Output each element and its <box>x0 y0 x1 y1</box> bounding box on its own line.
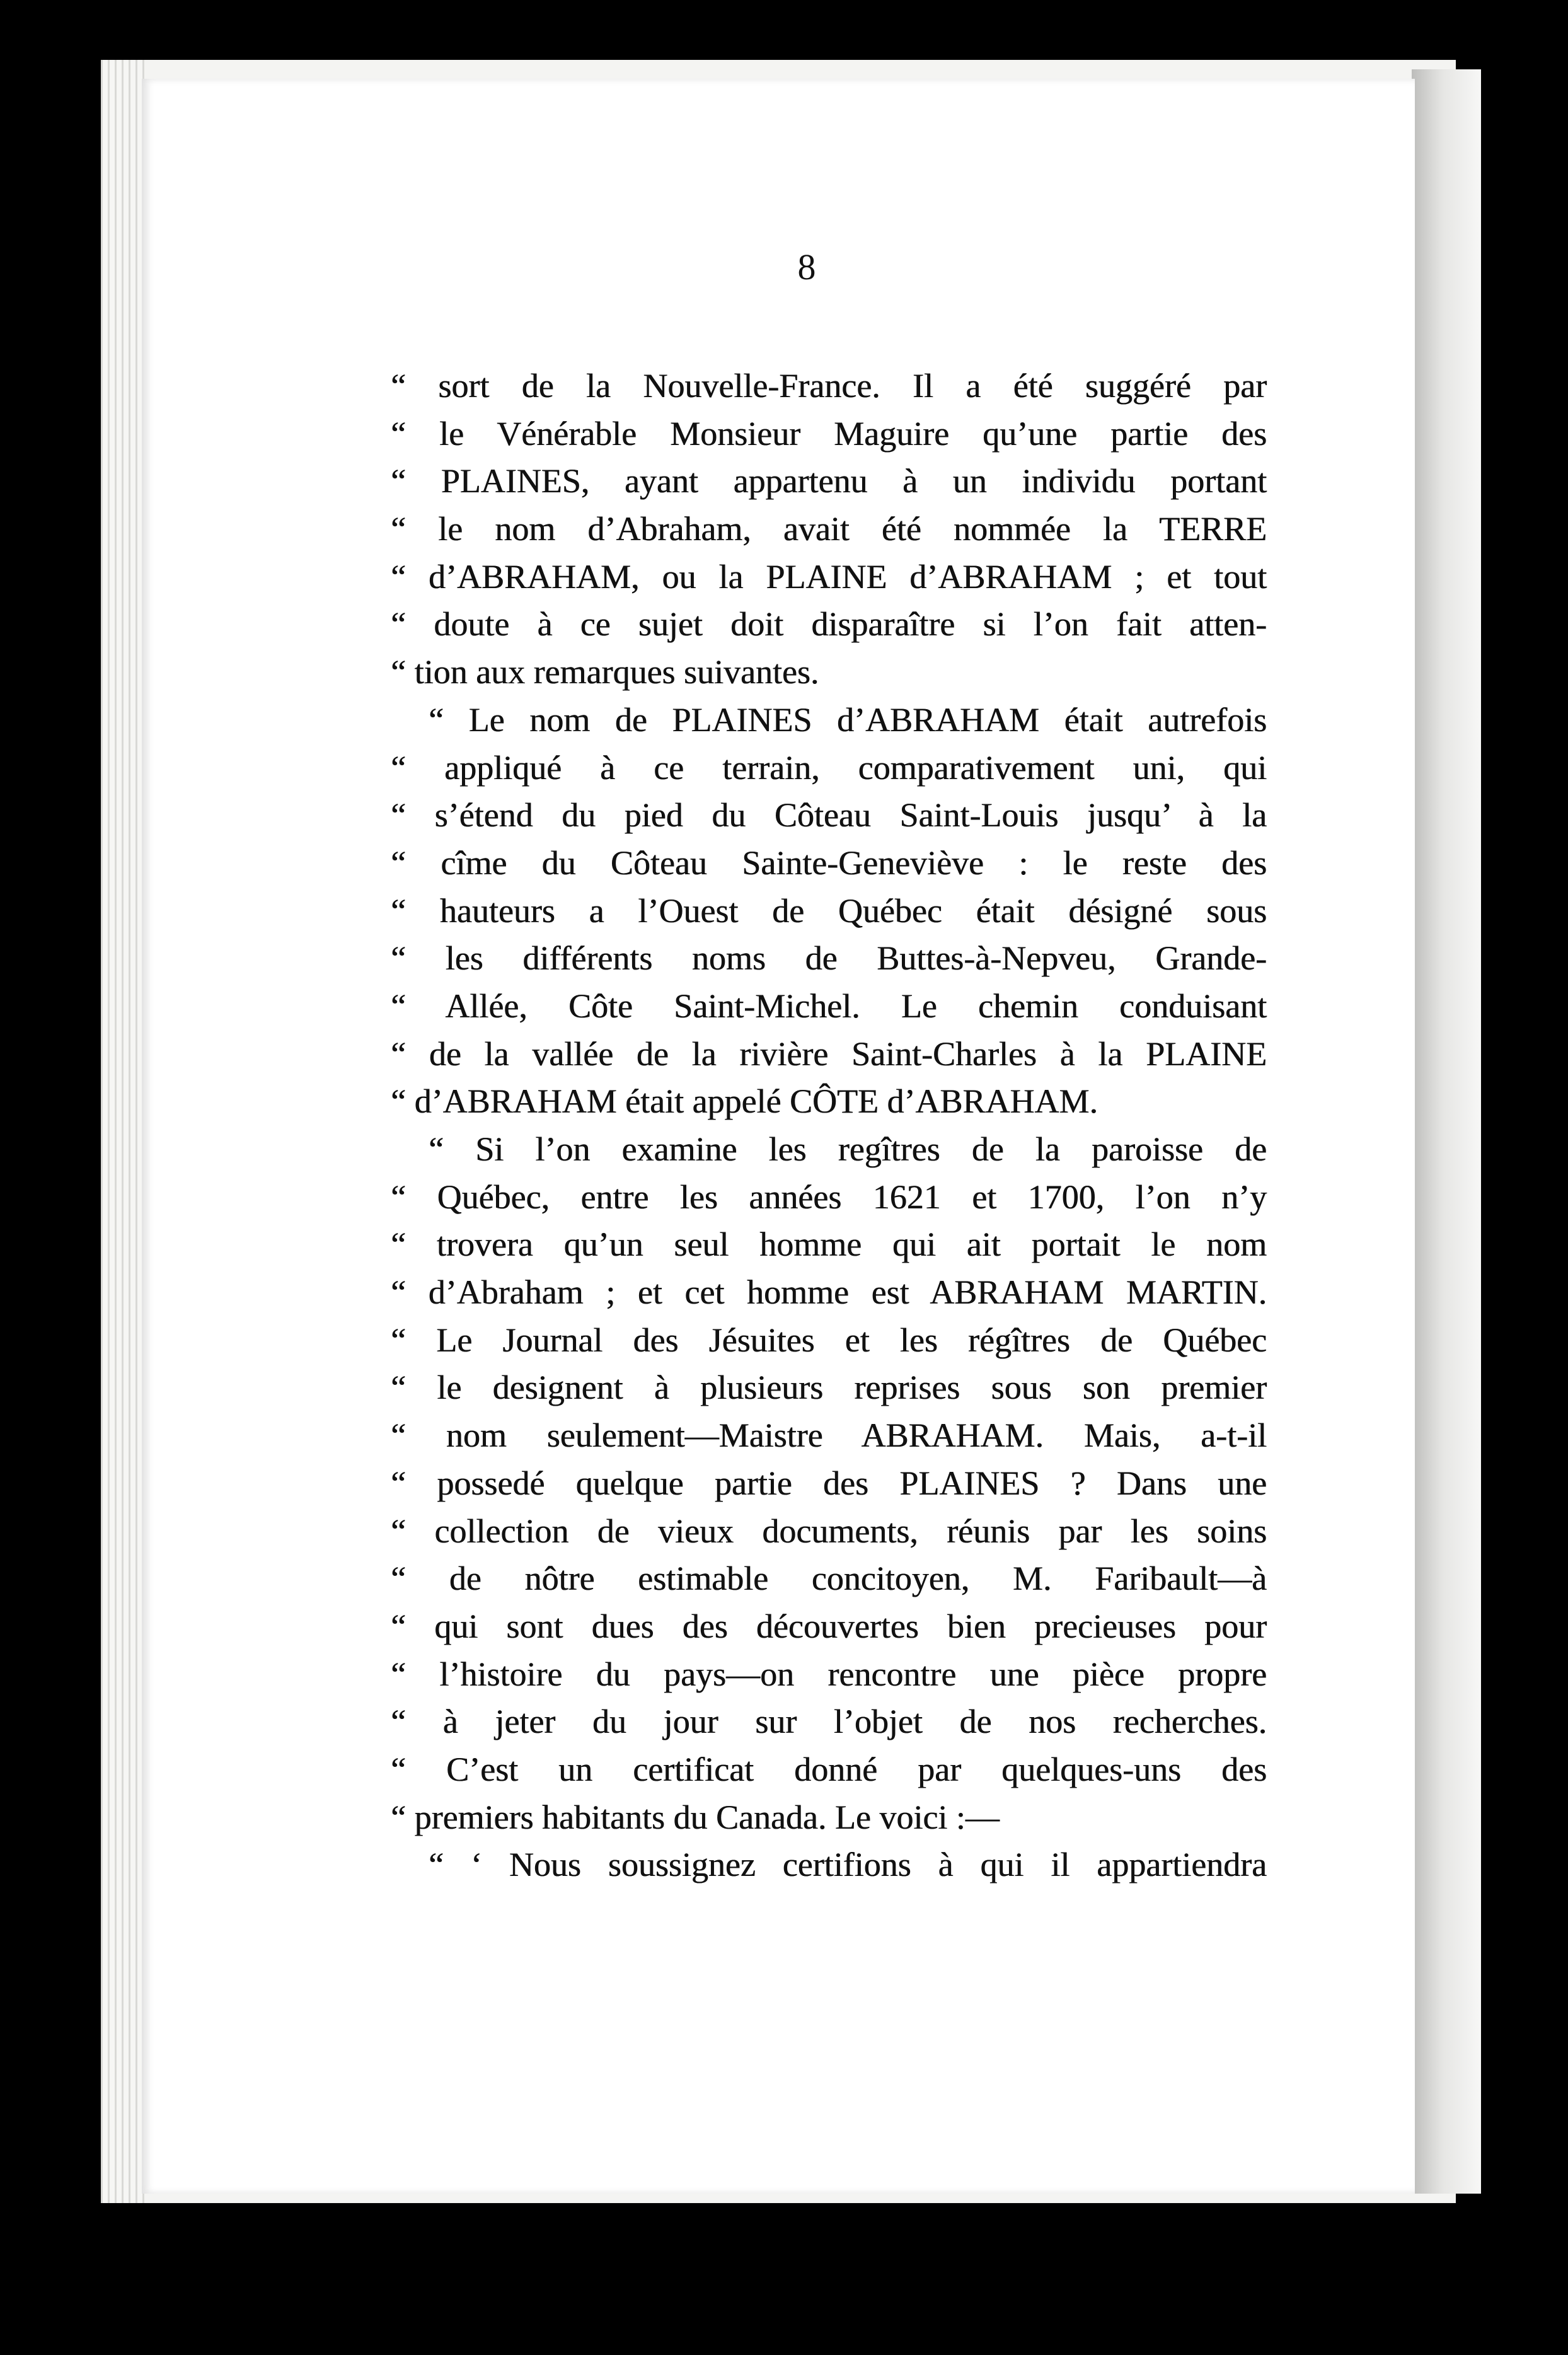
text-line: “ ‘ Nous soussignez certifions à qui il appartiendra <box>429 1846 1267 1884</box>
text-line: “ possedé quelque partie des PLAINES ? Dans une <box>391 1464 1267 1502</box>
text-line: “ Le Journal des Jésuites et les régîtres de Québec <box>391 1321 1267 1359</box>
text-line: “ Si l’on examine les regîtres de la paroisse de <box>429 1130 1267 1168</box>
text-line: “ le Vénérable Monsieur Maguire qu’une partie des <box>391 414 1267 453</box>
text-line: “ premiers habitants du Canada. Le voici :— <box>391 1798 1000 1836</box>
text-line: “ appliqué à ce terrain, comparativement uni, qui <box>391 748 1267 787</box>
text-line: “ PLAINES, ayant appartenu à un individu portant <box>391 462 1267 501</box>
text-line: “ d’ABRAHAM était appelé CÔTE d’ABRAHAM. <box>391 1082 1098 1121</box>
page-number: 8 <box>797 246 816 287</box>
gutter-shadow <box>1412 69 1481 2194</box>
text-line: “ tion aux remarques suivantes. <box>391 653 819 691</box>
text-line: “ Allée, Côte Saint-Michel. Le chemin conduisant <box>391 987 1267 1025</box>
text-line: “ les différents noms de Buttes-à-Nepveu, Grande- <box>391 939 1267 978</box>
text-line: “ de la vallée de la rivière Saint-Charles à la PLAINE <box>391 1034 1267 1073</box>
text-line: “ sort de la Nouvelle-France. Il a été suggéré par <box>391 367 1267 405</box>
text-line: “ collection de vieux documents, réunis par les soins <box>391 1512 1267 1550</box>
text-line: “ qui sont dues des découvertes bien precieuses pour <box>391 1607 1267 1645</box>
text-line: “ s’étend du pied du Côteau Saint-Louis jusqu’ à la <box>391 796 1267 835</box>
page-stack-edges <box>101 60 145 2203</box>
text-line: “ l’histoire du pays—on rencontre une pièce propre <box>391 1655 1267 1693</box>
text-line: “ d’ABRAHAM, ou la PLAINE d’ABRAHAM ; et tout <box>391 557 1267 596</box>
text-line: “ le nom d’Abraham, avait été nommée la TERRE <box>391 510 1267 548</box>
text-line: “ hauteurs a l’Ouest de Québec était désigné sous <box>391 891 1267 930</box>
text-line: “ Le nom de PLAINES d’ABRAHAM était autrefois <box>429 700 1267 739</box>
text-line: “ doute à ce sujet doit disparaître si l’on fait atten- <box>391 605 1267 644</box>
body-text <box>391 362 1267 1889</box>
text-line: “ à jeter du jour sur l’objet de nos recherches. <box>391 1703 1267 1741</box>
text-line: “ trovera qu’un seul homme qui ait portait le nom <box>391 1225 1267 1264</box>
text-line: “ cîme du Côteau Sainte-Geneviève : le reste des <box>391 843 1267 882</box>
text-line: “ le designent à plusieurs reprises sous son premier <box>391 1368 1267 1407</box>
text-line: “ Québec, entre les années 1621 et 1700, l’on n’y <box>391 1178 1267 1216</box>
text-line: “ C’est un certificat donné par quelques-uns des <box>391 1750 1267 1788</box>
text-line: “ nom seulement—Maistre ABRAHAM. Mais, a-t-il <box>391 1416 1267 1455</box>
text-line: “ d’Abraham ; et cet homme est ABRAHAM MARTIN. <box>391 1273 1267 1312</box>
text-line: “ de nôtre estimable concitoyen, M. Faribault—à <box>391 1559 1267 1598</box>
